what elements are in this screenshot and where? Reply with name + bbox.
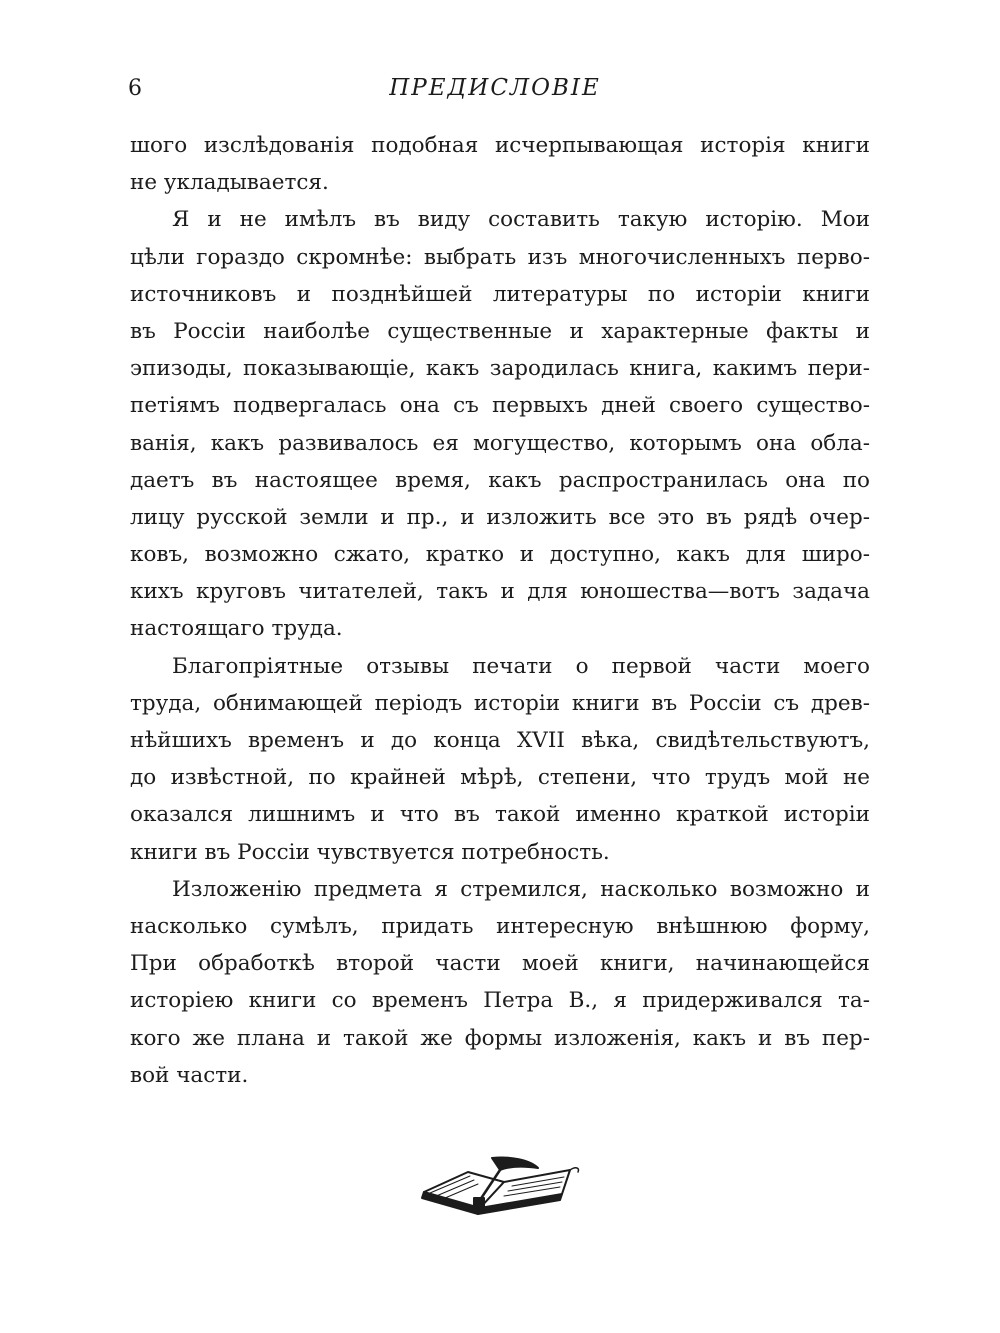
text-line: вой части. — [130, 1062, 249, 1088]
text-line: не укладывается. — [130, 170, 329, 196]
text-line: шого изслѣдованія подобная исчерпывающая исторія книги — [130, 133, 870, 158]
text-line: до извѣстной, по крайней мѣрѣ, степени, что трудъ мой не — [130, 765, 870, 791]
text-line: эпизоды, показывающіе, какъ зародилась книга, какимъ пери- — [130, 356, 870, 382]
text-line: Я и не имѣлъ въ виду составить такую исторію. Мои — [172, 207, 870, 233]
text-line: цѣли гораздо скромнѣе: выбрать изъ многочисленныхъ перво- — [130, 244, 870, 270]
text-line: даетъ въ настоящее время, какъ распространилась она по — [130, 467, 870, 493]
text-line: кого же плана и такой же формы изложенія, какъ и въ пер- — [130, 1025, 870, 1051]
text-line: оказался лишнимъ и что въ такой именно краткой исторіи — [130, 802, 870, 828]
text-line: петіямъ подвергалась она съ первыхъ дней своего существо- — [130, 393, 870, 419]
text-line: книги въ Россіи чувствуется потребность. — [130, 839, 610, 865]
text-line: кихъ круговъ читателей, такъ и для юношества—вотъ задача — [130, 579, 870, 605]
text-line: ковъ, возможно сжато, кратко и доступно, какъ для широ- — [130, 542, 870, 568]
text-line: настоящаго труда. — [130, 616, 343, 642]
text-line: труда, обнимающей періодъ исторіи книги въ Россіи съ древ- — [130, 690, 870, 716]
page-number: 6 — [128, 76, 142, 101]
open-book-quill-icon — [420, 1152, 585, 1222]
text-line: исторіею книги со временъ Петра В., я придерживался та- — [130, 988, 870, 1014]
text-line: источниковъ и позднѣйшей литературы по исторіи книги — [130, 281, 870, 307]
paragraph — [130, 201, 870, 647]
text-line: При обработкѣ второй части моей книги, начинающейся — [130, 951, 870, 977]
body-text — [130, 127, 870, 1094]
text-line: Изложенію предмета я стремился, насколько возможно и — [172, 876, 870, 902]
text-line: лицу русской земли и пр., и изложить все это въ рядѣ очер- — [130, 504, 870, 530]
paragraph-continuation — [130, 127, 870, 201]
running-title: ПРЕДИСЛОВІЕ — [389, 75, 601, 101]
paragraph — [130, 648, 870, 871]
text-line: Благопріятные отзывы печати о первой части моего — [172, 653, 870, 679]
text-line: ванія, какъ развивалось ея могущество, которымъ она обла- — [130, 430, 870, 456]
text-line: въ Россіи наиболѣе существенные и характерные факты и — [130, 318, 870, 344]
text-line: насколько сумѣлъ, придать интересную внѣшнюю форму, — [130, 913, 870, 939]
text-line: нѣйшихъ временъ и до конца XVII вѣка, свидѣтельствуютъ, — [130, 728, 870, 753]
paragraph — [130, 871, 870, 1094]
